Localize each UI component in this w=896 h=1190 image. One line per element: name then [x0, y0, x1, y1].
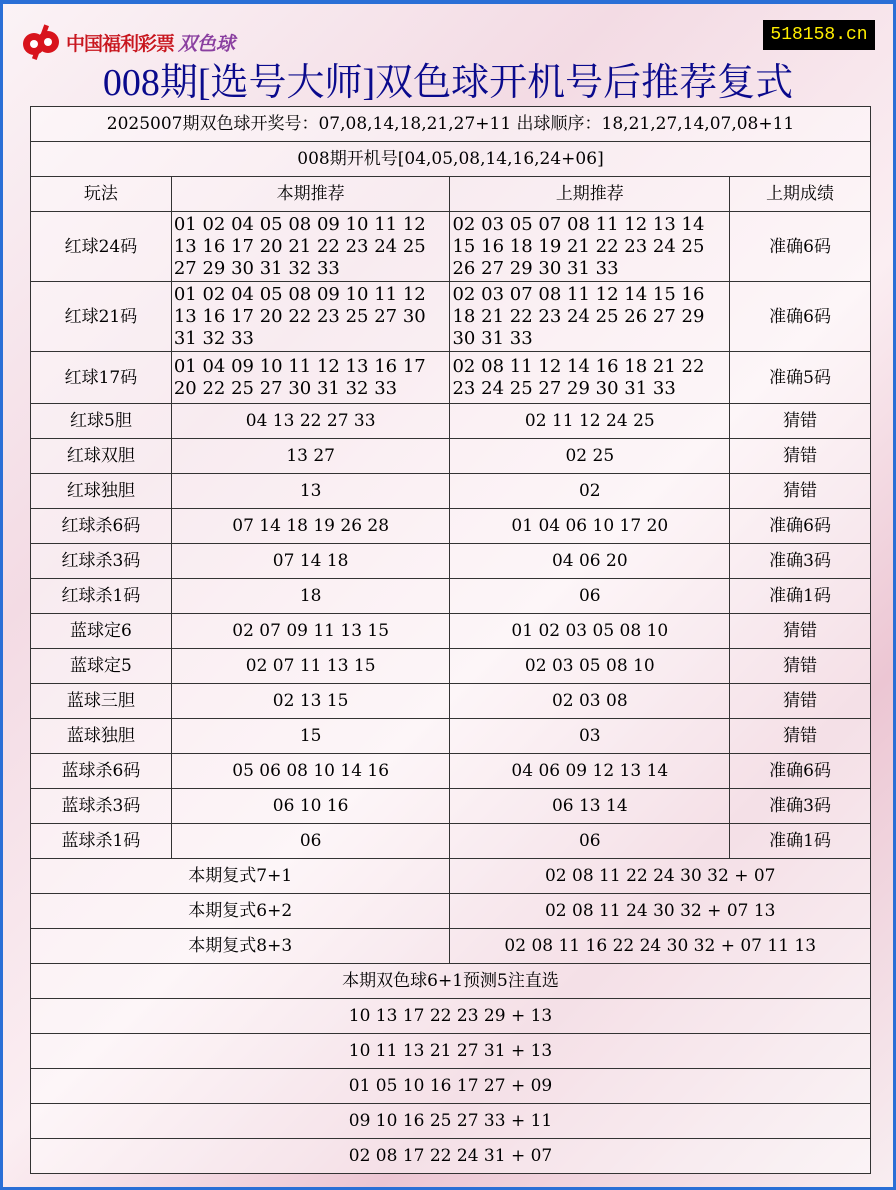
- previous-recommendation: 01 02 03 05 08 10: [450, 614, 730, 649]
- play-type: 蓝球三胆: [31, 684, 172, 719]
- play-type: 红球21码: [31, 282, 172, 352]
- previous-result: 准确6码: [730, 754, 871, 789]
- table-row: [31, 824, 871, 859]
- previous-recommendation: 04 06 09 12 13 14: [450, 754, 730, 789]
- play-type: 蓝球定6: [31, 614, 172, 649]
- pick-row: [31, 999, 871, 1034]
- current-recommendation: 01 02 04 05 08 09 10 11 12 13 16 17 20 22 23 25 27 30 31 32 33: [171, 282, 450, 352]
- previous-recommendation: 02 03 07 08 11 12 14 15 16 18 21 22 23 24 25 26 27 29 30 31 33: [450, 282, 730, 352]
- table-row: [31, 212, 871, 282]
- table-row: [31, 439, 871, 474]
- previous-result: 准确1码: [730, 579, 871, 614]
- current-recommendation: 04 13 22 27 33: [171, 404, 450, 439]
- previous-result: 猜错: [730, 474, 871, 509]
- table-row: [31, 474, 871, 509]
- table-row: [31, 614, 871, 649]
- previous-result: 准确3码: [730, 789, 871, 824]
- machine-numbers: 008期开机号[04,05,08,14,16,24+06]: [31, 142, 871, 177]
- table-row: [31, 509, 871, 544]
- pick-numbers: 02 08 17 22 24 31 + 07: [31, 1139, 871, 1174]
- fushi-row: [31, 894, 871, 929]
- play-type: 红球5胆: [31, 404, 172, 439]
- previous-result: 准确6码: [730, 282, 871, 352]
- header-row: [31, 177, 871, 212]
- current-recommendation: 15: [171, 719, 450, 754]
- play-type: 红球杀6码: [31, 509, 172, 544]
- logo: [20, 22, 235, 62]
- pick-row: [31, 1139, 871, 1174]
- logo-text-ssq: 双色球: [178, 32, 236, 55]
- previous-recommendation: 06 13 14: [450, 789, 730, 824]
- fushi-label: 本期复式8+3: [31, 929, 450, 964]
- previous-recommendation: 02 25: [450, 439, 730, 474]
- fushi-row: [31, 929, 871, 964]
- previous-recommendation: 02 03 05 07 08 11 12 13 14 15 16 18 19 21 22 23 24 25 26 27 29 30 31 33: [450, 212, 730, 282]
- current-recommendation: 02 07 09 11 13 15: [171, 614, 450, 649]
- pick-row: [31, 1104, 871, 1139]
- previous-result: 猜错: [730, 684, 871, 719]
- fushi-row: [31, 859, 871, 894]
- site-badge: 518158.cn: [763, 20, 875, 50]
- pick-numbers: 10 11 13 21 27 31 + 13: [31, 1034, 871, 1069]
- pick-numbers: 09 10 16 25 27 33 + 11: [31, 1104, 871, 1139]
- table-row: [31, 684, 871, 719]
- previous-result: 猜错: [730, 649, 871, 684]
- table-row: [31, 579, 871, 614]
- current-recommendation: 06: [171, 824, 450, 859]
- fushi-numbers: 02 08 11 22 24 30 32 + 07: [450, 859, 871, 894]
- table-row: [31, 282, 871, 352]
- table-row: [31, 754, 871, 789]
- table-row: [31, 352, 871, 404]
- play-type: 红球独胆: [31, 474, 172, 509]
- previous-recommendation: 04 06 20: [450, 544, 730, 579]
- previous-recommendation: 03: [450, 719, 730, 754]
- current-recommendation: 13: [171, 474, 450, 509]
- current-recommendation: 13 27: [171, 439, 450, 474]
- current-recommendation: 18: [171, 579, 450, 614]
- logo-text: 中国福利彩票: [66, 32, 175, 55]
- col-header: 本期推荐: [171, 177, 450, 212]
- col-header: 玩法: [31, 177, 172, 212]
- play-type: 蓝球定5: [31, 649, 172, 684]
- lottery-logo-icon: [20, 22, 62, 62]
- previous-result: 猜错: [730, 719, 871, 754]
- play-type: 蓝球独胆: [31, 719, 172, 754]
- fushi-numbers: 02 08 11 24 30 32 + 07 13: [450, 894, 871, 929]
- current-recommendation: 07 14 18 19 26 28: [171, 509, 450, 544]
- col-header: 上期成绩: [730, 177, 871, 212]
- fushi-label: 本期复式7+1: [31, 859, 450, 894]
- current-recommendation: 06 10 16: [171, 789, 450, 824]
- col-header: 上期推荐: [450, 177, 730, 212]
- recommendation-table: [30, 106, 871, 1174]
- play-type: 红球杀3码: [31, 544, 172, 579]
- current-recommendation: 02 13 15: [171, 684, 450, 719]
- previous-recommendation: 01 04 06 10 17 20: [450, 509, 730, 544]
- previous-recommendation: 02: [450, 474, 730, 509]
- table-row: [31, 404, 871, 439]
- previous-result: 猜错: [730, 439, 871, 474]
- current-recommendation: 02 07 11 13 15: [171, 649, 450, 684]
- play-type: 红球17码: [31, 352, 172, 404]
- picks-title: 本期双色球6+1预测5注直选: [31, 964, 871, 999]
- previous-result: 准确5码: [730, 352, 871, 404]
- fushi-label: 本期复式6+2: [31, 894, 450, 929]
- pick-row: [31, 1034, 871, 1069]
- current-recommendation: 01 04 09 10 11 12 13 16 17 20 22 25 27 30 31 32 33: [171, 352, 450, 404]
- previous-recommendation: 02 08 11 12 14 16 18 21 22 23 24 25 27 29 30 31 33: [450, 352, 730, 404]
- page-title: 008期[选号大师]双色球开机号后推荐复式: [102, 62, 794, 104]
- previous-result: 准确1码: [730, 824, 871, 859]
- table-row: [31, 544, 871, 579]
- play-type: 蓝球杀3码: [31, 789, 172, 824]
- pick-numbers: 01 05 10 16 17 27 + 09: [31, 1069, 871, 1104]
- play-type: 红球24码: [31, 212, 172, 282]
- table-row: [31, 649, 871, 684]
- previous-recommendation: 06: [450, 824, 730, 859]
- pick-numbers: 10 13 17 22 23 29 + 13: [31, 999, 871, 1034]
- previous-recommendation: 02 03 08: [450, 684, 730, 719]
- play-type: 红球杀1码: [31, 579, 172, 614]
- previous-result: 猜错: [730, 614, 871, 649]
- previous-result: 准确6码: [730, 212, 871, 282]
- play-type: 蓝球杀1码: [31, 824, 172, 859]
- play-type: 红球双胆: [31, 439, 172, 474]
- previous-recommendation: 02 03 05 08 10: [450, 649, 730, 684]
- play-type: 蓝球杀6码: [31, 754, 172, 789]
- current-recommendation: 01 02 04 05 08 09 10 11 12 13 16 17 20 21 22 23 24 25 27 29 30 31 32 33: [171, 212, 450, 282]
- fushi-numbers: 02 08 11 16 22 24 30 32 + 07 11 13: [450, 929, 871, 964]
- current-recommendation: 07 14 18: [171, 544, 450, 579]
- table-row: [31, 719, 871, 754]
- previous-recommendation: 06: [450, 579, 730, 614]
- pick-row: [31, 1069, 871, 1104]
- draw-info: 2025007期双色球开奖号：07,08,14,18,21,27+11 出球顺序：18,21,27,14,07,08+11: [31, 107, 871, 142]
- previous-recommendation: 02 11 12 24 25: [450, 404, 730, 439]
- previous-result: 猜错: [730, 404, 871, 439]
- previous-result: 准确3码: [730, 544, 871, 579]
- previous-result: 准确6码: [730, 509, 871, 544]
- table-row: [31, 789, 871, 824]
- current-recommendation: 05 06 08 10 14 16: [171, 754, 450, 789]
